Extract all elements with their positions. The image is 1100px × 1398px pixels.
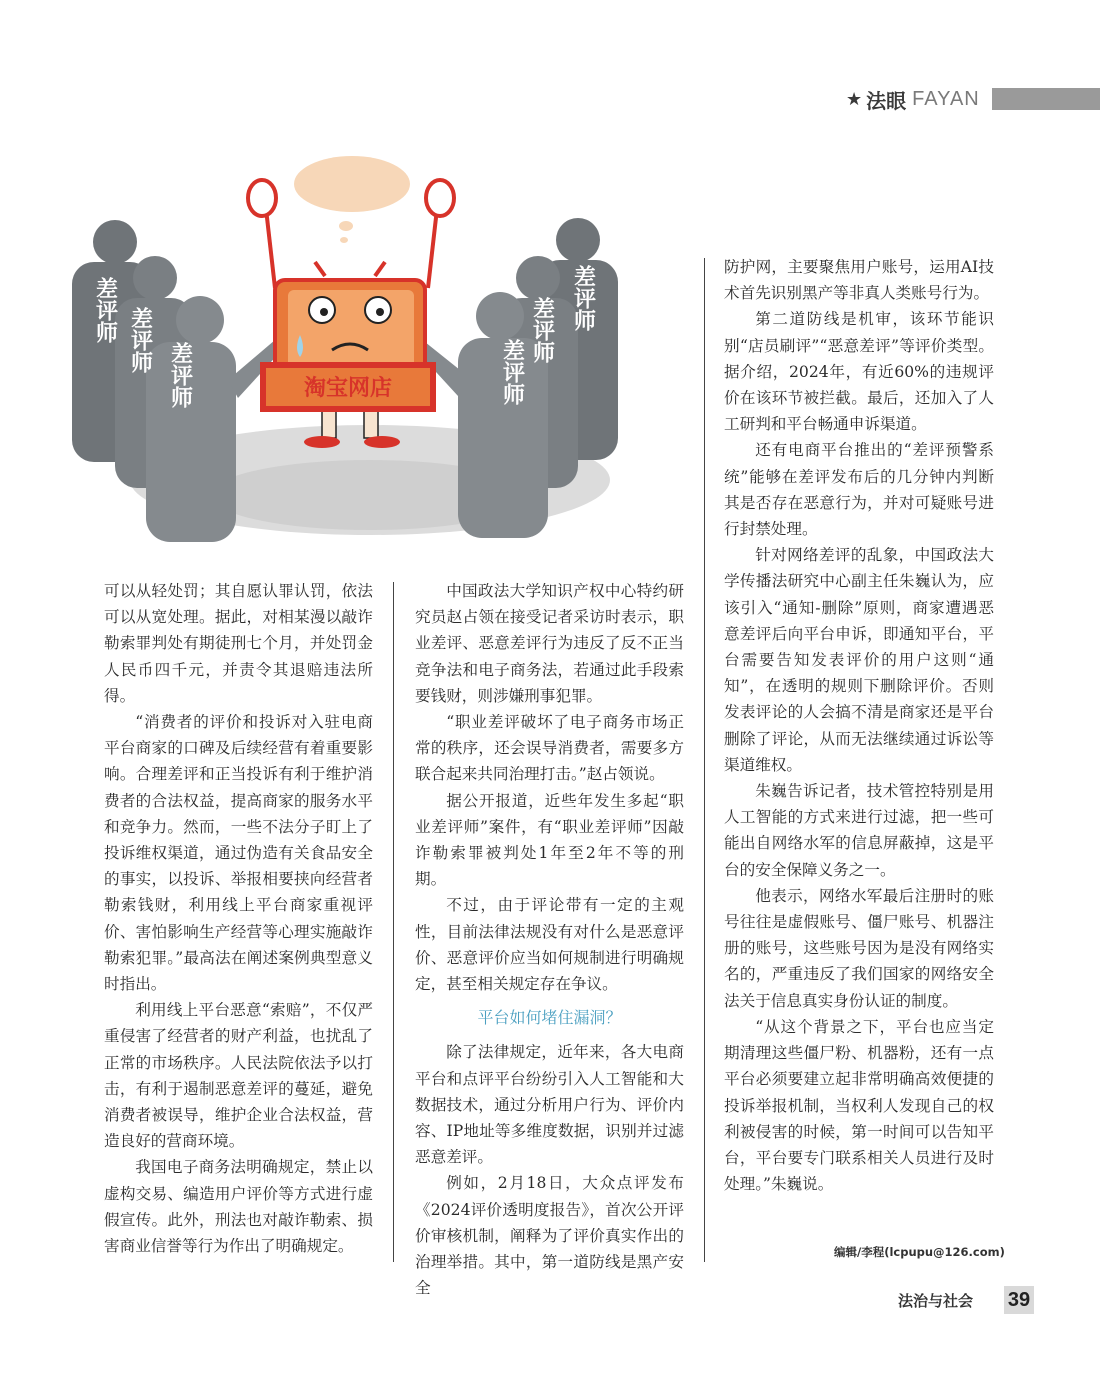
section-header	[846, 86, 980, 112]
paragraph: 朱巍告诉记者，技术管控特别是用人工智能的方式来进行过滤，把一些可能出自网络水军的信息屏蔽掉，这是平台的安全保障义务之一。	[724, 782, 994, 879]
paragraph: 据公开报道，近些年发生多起“职业差评师”案件，有“职业差评师”因敲诈勒索罪被判处1年至2年不等的刑期。	[415, 791, 684, 889]
subheading: 平台如何堵住漏洞？	[477, 1008, 622, 1028]
shop-sign-text: 淘宝网店	[303, 376, 393, 401]
paragraph: 针对网络差评的乱象，中国政法大学传播法研究中心副主任朱巍认为，应该引入“通知-删除”原则，商家遭遇恶意差评后向平台申诉，即通知平台，平台需要告知发表评价的用户这则“通知”，在透明的规则下删除评价。否则发表评论的人会搞不清是商家还是平台删除了评论，从而无法继续通过诉讼等渠道维权。	[724, 546, 994, 774]
section-title-en: FAYAN	[912, 87, 980, 110]
column-divider	[704, 258, 705, 1262]
editor-credit: 编辑/李程(lcpupu@126.com)	[834, 1245, 1005, 1259]
paragraph: “职业差评破坏了电子商务市场正常的秩序，还会误导消费者，需要多方联合起来共同治理打击。”赵占领说。	[415, 713, 684, 784]
figure-label: 差评师	[167, 342, 193, 408]
figure-label: 差评师	[570, 265, 596, 331]
column-1	[104, 578, 373, 1259]
star-icon: ★	[846, 88, 863, 110]
header-bar	[992, 88, 1100, 110]
paragraph: 我国电子商务法明确规定，禁止以虚构交易、编造用户评价等方式进行虚假宣传。此外，刑法也对敲诈勒索、损害商业信誉等行为作出了明确规定。	[104, 1158, 373, 1256]
paragraph: 利用线上平台恶意“索赔”，不仅严重侵害了经营者的财产利益，也扰乱了正常的市场秩序。人民法院依法予以打击，有利于遏制恶意差评的蔓延，避免消费者被误导，维护企业合法权益，营造良好的营商环境。	[104, 1001, 373, 1151]
figure-label: 差评师	[529, 297, 555, 363]
paragraph: “消费者的评价和投诉对入驻电商平台商家的口碑及后续经营有着重要影响。合理差评和正当投诉有利于维护消费者的合法权益，提高商家的服务水平和竞争力。然而，一些不法分子盯上了投诉维权渠道，通过伪造有关食品安全的事实，以投诉、举报相要挟向经营者勒索钱财，利用线上平台商家重视评价、害怕影响生产经营等心理实施敲诈勒索犯罪。”最高法在阐述案例典型意义时指出。	[104, 713, 373, 994]
column-3	[724, 254, 994, 1197]
paragraph: 还有电商平台推出的“差评预警系统”能够在差评发布后的几分钟内判断其是否存在恶意行为，并对可疑账号进行封禁处理。	[724, 441, 994, 539]
figure-label: 差评师	[127, 307, 153, 373]
paragraph: 除了法律规定，近年来，各大电商平台和点评平台纷纷引入人工智能和大数据技术，通过分析用户行为、评价内容、IP地址等多维度数据，识别并过滤恶意差评。	[415, 1043, 684, 1167]
section-title-cn: 法眼	[866, 88, 907, 113]
paragraph: 可以从轻处罚；其自愿认罪认罚，依法可以从宽处理。据此，对相某漫以敲诈勒索罪判处有期徒刑七个月，并处罚金人民币四千元，并责令其退赔违法所得。	[104, 582, 373, 705]
paragraph: 他表示，网络水军最后注册时的账号往往是虚假账号、僵尸账号、机器注册的账号，这些账号因为是没有网络实名的，严重违反了我们国家的网络安全法关于信息真实身份认证的制度。	[724, 886, 994, 1010]
paragraph: 例如，2月18日，大众点评发布《2024评价透明度报告》，首次公开评价审核机制，阐释为了评价真实作出的治理举措。其中，第一道防线是黑产安全	[415, 1174, 684, 1298]
paragraph: 防护网，主要聚焦用户账号，运用AI技术首先识别黑产等非真人类账号行为。	[724, 258, 994, 303]
paragraph: 不过，由于评论带有一定的主观性，目前法律法规没有对什么是恶意评价、恶意评价应当如何规制进行明确规定，甚至相关规定存在争议。	[415, 896, 684, 994]
page-number: 39	[1004, 1286, 1034, 1314]
paragraph: 中国政法大学知识产权中心特约研究员赵占领在接受记者采访时表示，职业差评、恶意差评行为违反了反不正当竞争法和电子商务法，若通过此手段索要钱财，则涉嫌刑事犯罪。	[415, 582, 684, 705]
shop-character	[260, 262, 436, 448]
column-2	[415, 578, 684, 1301]
figure-label: 差评师	[92, 277, 118, 343]
paragraph: “从这个背景之下，平台也应当定期清理这些僵尸粉、机器粉，还有一点平台必须要建立起非常明确高效便捷的投诉举报机制，当权利人发现自己的权利被侵害的时候，第一时间可以告知平台，平台要专门联系相关人员进行及时处理。”朱巍说。	[724, 1017, 994, 1194]
paragraph: 第二道防线是机审，该环节能识别“店员刷评”“恶意差评”等评价类型。据介绍，2024年，有近60%的违规评价在该环节被拦截。最后，还加入了人工研判和平台畅通申诉渠道。	[724, 310, 994, 434]
magazine-name: 法治与社会	[898, 1292, 974, 1310]
thought-bubble	[294, 156, 410, 212]
figure-label: 差评师	[499, 339, 525, 405]
illustration	[60, 150, 700, 580]
column-divider	[393, 582, 394, 1262]
